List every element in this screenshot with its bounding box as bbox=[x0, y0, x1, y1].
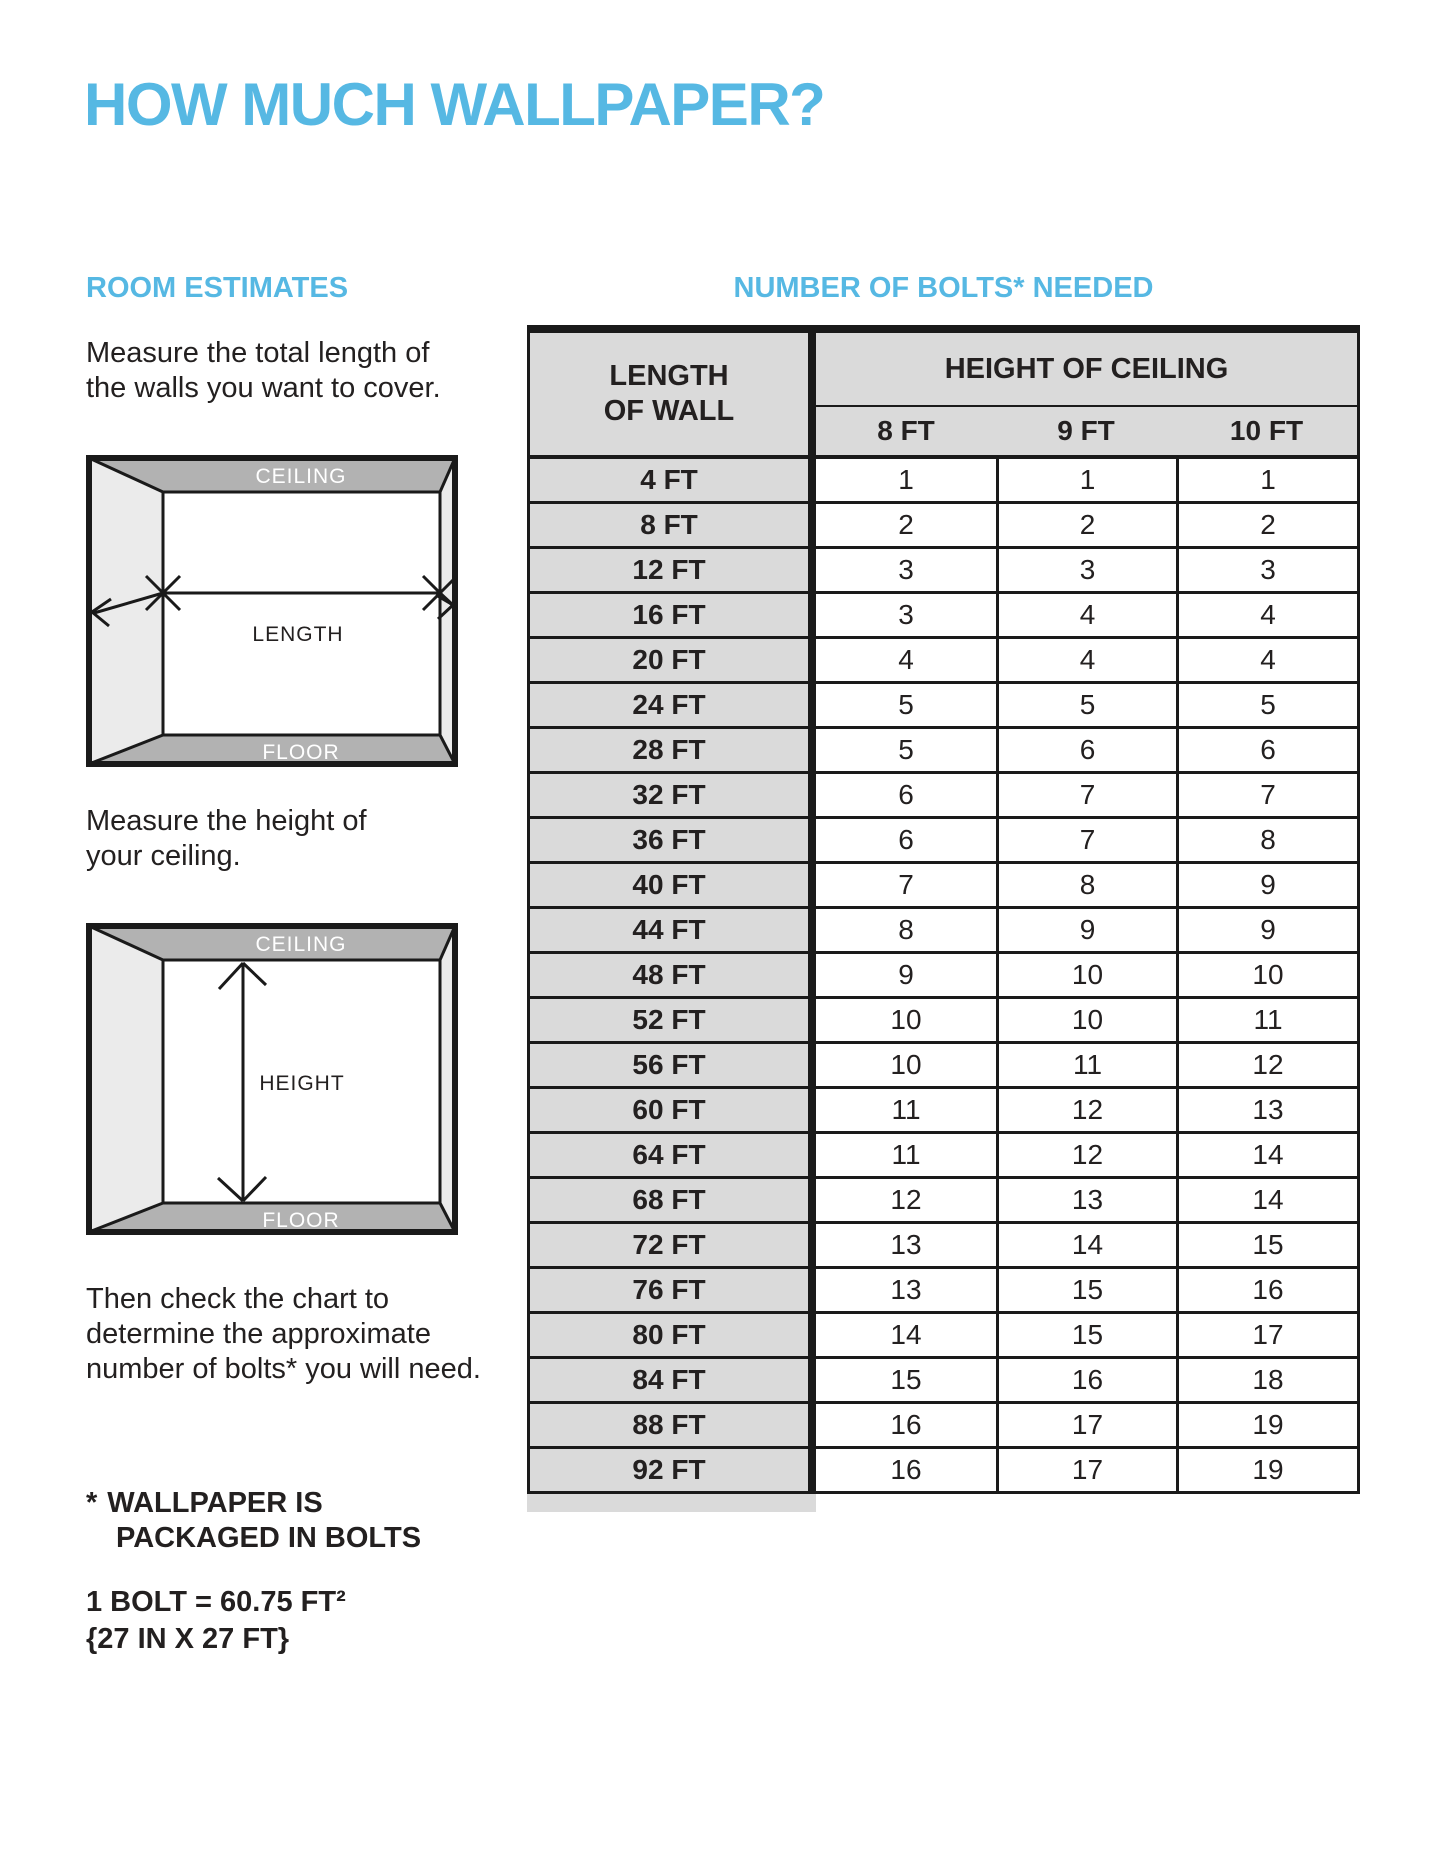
column-divider bbox=[808, 333, 816, 455]
bolt-count-cell: 14 bbox=[1176, 1134, 1357, 1176]
table-row bbox=[530, 1269, 1357, 1314]
column-divider bbox=[808, 1269, 816, 1311]
bolt-count-cell: 10 bbox=[1176, 954, 1357, 996]
table-header bbox=[530, 333, 1357, 459]
bolt-count-cell: 13 bbox=[816, 1224, 996, 1266]
bolt-count-cell: 12 bbox=[996, 1089, 1176, 1131]
table-row bbox=[530, 1224, 1357, 1269]
floor-label: FLOOR bbox=[262, 1209, 340, 1232]
table-row bbox=[530, 594, 1357, 639]
column-divider bbox=[808, 909, 816, 951]
instruction-line: number of bolts* you will need. bbox=[86, 1353, 481, 1385]
row-length-label: 92 FT bbox=[530, 1449, 808, 1491]
bolt-count-cell: 17 bbox=[1176, 1314, 1357, 1356]
column-divider bbox=[808, 729, 816, 771]
bolt-count-cell: 3 bbox=[816, 594, 996, 636]
room-length-diagram-svg bbox=[86, 455, 458, 767]
bolt-count-cell: 6 bbox=[1176, 729, 1357, 771]
row-length-label: 4 FT bbox=[530, 459, 808, 501]
bolt-count-cell: 11 bbox=[816, 1134, 996, 1176]
bolt-count-cell: 7 bbox=[816, 864, 996, 906]
table-row bbox=[530, 819, 1357, 864]
column-divider bbox=[808, 1134, 816, 1176]
table-row bbox=[530, 1179, 1357, 1224]
table-row bbox=[530, 864, 1357, 909]
column-divider bbox=[808, 1089, 816, 1131]
row-length-label: 40 FT bbox=[530, 864, 808, 906]
floor-label: FLOOR bbox=[262, 741, 340, 764]
bolt-count-cell: 2 bbox=[996, 504, 1176, 546]
bolt-count-cell: 13 bbox=[816, 1269, 996, 1311]
table-row bbox=[530, 729, 1357, 774]
left-wall bbox=[86, 923, 163, 1235]
bolt-count-cell: 6 bbox=[996, 729, 1176, 771]
table-row bbox=[530, 639, 1357, 684]
table-row bbox=[530, 774, 1357, 819]
table-rows bbox=[530, 459, 1357, 1494]
bolt-count-cell: 5 bbox=[996, 684, 1176, 726]
bolt-equivalence bbox=[86, 1584, 346, 1658]
column-header-9ft: 9 FT bbox=[1057, 415, 1115, 446]
bolt-count-cell: 12 bbox=[816, 1179, 996, 1221]
row-length-label: 8 FT bbox=[530, 504, 808, 546]
bolt-count-cell: 6 bbox=[816, 819, 996, 861]
table-row bbox=[530, 1044, 1357, 1089]
bolt-count-cell: 15 bbox=[996, 1269, 1176, 1311]
footnote-asterisk: * bbox=[86, 1487, 98, 1519]
row-length-label: 64 FT bbox=[530, 1134, 808, 1176]
row-length-label: 44 FT bbox=[530, 909, 808, 951]
bolt-count-cell: 17 bbox=[996, 1449, 1176, 1491]
row-length-label: 48 FT bbox=[530, 954, 808, 996]
instruction-measure-height bbox=[86, 804, 367, 874]
column-divider bbox=[808, 954, 816, 996]
row-header-line: OF WALL bbox=[603, 395, 735, 427]
bolt-count-cell: 13 bbox=[1176, 1089, 1357, 1131]
bolt-count-cell: 15 bbox=[1176, 1224, 1357, 1266]
footnote-text: WALLPAPER IS bbox=[107, 1487, 323, 1519]
column-divider bbox=[808, 1044, 816, 1086]
column-divider bbox=[808, 684, 816, 726]
column-divider bbox=[808, 1404, 816, 1446]
bolt-count-cell: 16 bbox=[996, 1359, 1176, 1401]
row-header-cell bbox=[530, 333, 808, 455]
bolt-count-cell: 5 bbox=[816, 729, 996, 771]
column-header-10ft: 10 FT bbox=[1229, 415, 1304, 446]
row-length-label: 72 FT bbox=[530, 1224, 808, 1266]
bolt-count-cell: 14 bbox=[816, 1314, 996, 1356]
row-length-label: 20 FT bbox=[530, 639, 808, 681]
row-length-label: 76 FT bbox=[530, 1269, 808, 1311]
row-length-label: 36 FT bbox=[530, 819, 808, 861]
row-length-label: 80 FT bbox=[530, 1314, 808, 1356]
bolt-count-cell: 1 bbox=[1176, 459, 1357, 501]
column-divider bbox=[808, 504, 816, 546]
bolt-count-cell: 1 bbox=[816, 459, 996, 501]
column-divider bbox=[808, 1224, 816, 1266]
bolt-count-cell: 9 bbox=[996, 909, 1176, 951]
bolt-count-cell: 14 bbox=[1176, 1179, 1357, 1221]
bolt-count-cell: 3 bbox=[996, 549, 1176, 591]
column-divider bbox=[808, 549, 816, 591]
row-length-label: 88 FT bbox=[530, 1404, 808, 1446]
bolt-count-cell: 4 bbox=[1176, 639, 1357, 681]
row-length-label: 12 FT bbox=[530, 549, 808, 591]
bolt-count-cell: 6 bbox=[816, 774, 996, 816]
bolt-count-cell: 4 bbox=[996, 594, 1176, 636]
room-height-diagram bbox=[86, 923, 458, 1235]
bolt-count-cell: 16 bbox=[816, 1404, 996, 1446]
bolt-count-cell: 10 bbox=[996, 999, 1176, 1041]
bolt-count-cell: 10 bbox=[996, 954, 1176, 996]
back-wall bbox=[163, 492, 440, 735]
section-heading-room-estimates: ROOM ESTIMATES bbox=[86, 272, 349, 304]
row-length-label: 24 FT bbox=[530, 684, 808, 726]
ceiling-height-column-headers bbox=[816, 407, 1357, 455]
column-divider bbox=[808, 1179, 816, 1221]
row-length-label: 16 FT bbox=[530, 594, 808, 636]
column-divider bbox=[808, 774, 816, 816]
table-row bbox=[530, 1089, 1357, 1134]
instruction-line: Measure the total length of bbox=[86, 337, 430, 369]
bolt-count-cell: 1 bbox=[996, 459, 1176, 501]
table-row bbox=[530, 954, 1357, 999]
table-row bbox=[530, 459, 1357, 504]
bolt-count-cell: 7 bbox=[996, 819, 1176, 861]
bolt-count-cell: 15 bbox=[996, 1314, 1176, 1356]
bolt-count-cell: 7 bbox=[1176, 774, 1357, 816]
column-divider bbox=[808, 819, 816, 861]
table-row bbox=[530, 504, 1357, 549]
bolt-count-cell: 3 bbox=[1176, 549, 1357, 591]
column-divider bbox=[808, 459, 816, 501]
bolt-equivalence-line: {27 IN X 27 FT} bbox=[86, 1623, 290, 1655]
length-label: LENGTH bbox=[252, 623, 344, 646]
instruction-check-chart bbox=[86, 1282, 481, 1387]
instruction-line: the walls you want to cover. bbox=[86, 372, 441, 404]
bolt-count-cell: 3 bbox=[816, 549, 996, 591]
bolt-count-cell: 19 bbox=[1176, 1449, 1357, 1491]
row-length-label: 68 FT bbox=[530, 1179, 808, 1221]
bolt-count-cell: 9 bbox=[816, 954, 996, 996]
bolt-count-cell: 16 bbox=[1176, 1269, 1357, 1311]
bolt-count-cell: 18 bbox=[1176, 1359, 1357, 1401]
table-row bbox=[530, 1404, 1357, 1449]
section-heading-bolts-needed: NUMBER OF BOLTS* NEEDED bbox=[733, 272, 1154, 304]
column-divider bbox=[808, 594, 816, 636]
ceiling-label: CEILING bbox=[255, 933, 347, 956]
bolt-count-cell: 5 bbox=[816, 684, 996, 726]
bolt-equivalence-line: 1 BOLT = 60.75 FT² bbox=[86, 1586, 346, 1618]
bolt-count-cell: 16 bbox=[816, 1449, 996, 1491]
height-label: HEIGHT bbox=[259, 1072, 345, 1095]
table-row bbox=[530, 1449, 1357, 1494]
bolt-count-cell: 10 bbox=[816, 1044, 996, 1086]
row-length-label: 28 FT bbox=[530, 729, 808, 771]
bolt-count-cell: 2 bbox=[816, 504, 996, 546]
row-length-label: 52 FT bbox=[530, 999, 808, 1041]
column-divider bbox=[808, 1449, 816, 1491]
row-length-label: 32 FT bbox=[530, 774, 808, 816]
bolt-count-cell: 4 bbox=[1176, 594, 1357, 636]
bolt-count-cell: 15 bbox=[816, 1359, 996, 1401]
bolt-count-cell: 11 bbox=[1176, 999, 1357, 1041]
bolt-count-cell: 14 bbox=[996, 1224, 1176, 1266]
bolt-count-cell: 17 bbox=[996, 1404, 1176, 1446]
footnote-wallpaper-bolts bbox=[86, 1486, 421, 1556]
bolt-count-cell: 9 bbox=[1176, 864, 1357, 906]
table-footer-stub bbox=[527, 1494, 816, 1512]
table-row bbox=[530, 1134, 1357, 1179]
height-of-ceiling-header: HEIGHT OF CEILING bbox=[816, 333, 1357, 407]
column-divider bbox=[808, 639, 816, 681]
row-length-label: 56 FT bbox=[530, 1044, 808, 1086]
column-divider bbox=[808, 1359, 816, 1401]
bolt-count-cell: 4 bbox=[996, 639, 1176, 681]
footnote-text: PACKAGED IN BOLTS bbox=[116, 1522, 422, 1554]
bolt-count-cell: 2 bbox=[1176, 504, 1357, 546]
bolt-count-cell: 11 bbox=[996, 1044, 1176, 1086]
column-header-8ft: 8 FT bbox=[877, 415, 935, 446]
table-row bbox=[530, 684, 1357, 729]
instruction-line: Then check the chart to bbox=[86, 1283, 390, 1315]
bolt-count-cell: 5 bbox=[1176, 684, 1357, 726]
row-length-label: 84 FT bbox=[530, 1359, 808, 1401]
table-row bbox=[530, 909, 1357, 954]
column-divider bbox=[808, 864, 816, 906]
bolt-count-cell: 12 bbox=[1176, 1044, 1357, 1086]
bolt-count-cell: 10 bbox=[816, 999, 996, 1041]
bolt-count-cell: 9 bbox=[1176, 909, 1357, 951]
row-header-line: LENGTH bbox=[609, 360, 729, 392]
instruction-line: your ceiling. bbox=[86, 840, 241, 872]
bolt-count-cell: 11 bbox=[816, 1089, 996, 1131]
table-row bbox=[530, 549, 1357, 594]
instruction-measure-length bbox=[86, 336, 441, 406]
bolt-count-cell: 12 bbox=[996, 1134, 1176, 1176]
room-length-diagram bbox=[86, 455, 458, 767]
bolts-table bbox=[527, 325, 1360, 1494]
table-row bbox=[530, 999, 1357, 1044]
row-length-label: 60 FT bbox=[530, 1089, 808, 1131]
room-height-diagram-svg bbox=[86, 923, 458, 1235]
bolt-count-cell: 13 bbox=[996, 1179, 1176, 1221]
page-title: HOW MUCH WALLPAPER? bbox=[84, 71, 825, 138]
instruction-line: determine the approximate bbox=[86, 1318, 431, 1350]
bolt-count-cell: 19 bbox=[1176, 1404, 1357, 1446]
bolt-count-cell: 7 bbox=[996, 774, 1176, 816]
ceiling-height-header-group bbox=[816, 333, 1357, 455]
bolt-count-cell: 8 bbox=[816, 909, 996, 951]
table-row bbox=[530, 1359, 1357, 1404]
column-divider bbox=[808, 1314, 816, 1356]
instruction-line: Measure the height of bbox=[86, 805, 367, 837]
table-row bbox=[530, 1314, 1357, 1359]
bolt-count-cell: 8 bbox=[1176, 819, 1357, 861]
ceiling-label: CEILING bbox=[255, 465, 347, 488]
bolt-count-cell: 8 bbox=[996, 864, 1176, 906]
bolt-count-cell: 4 bbox=[816, 639, 996, 681]
column-divider bbox=[808, 999, 816, 1041]
